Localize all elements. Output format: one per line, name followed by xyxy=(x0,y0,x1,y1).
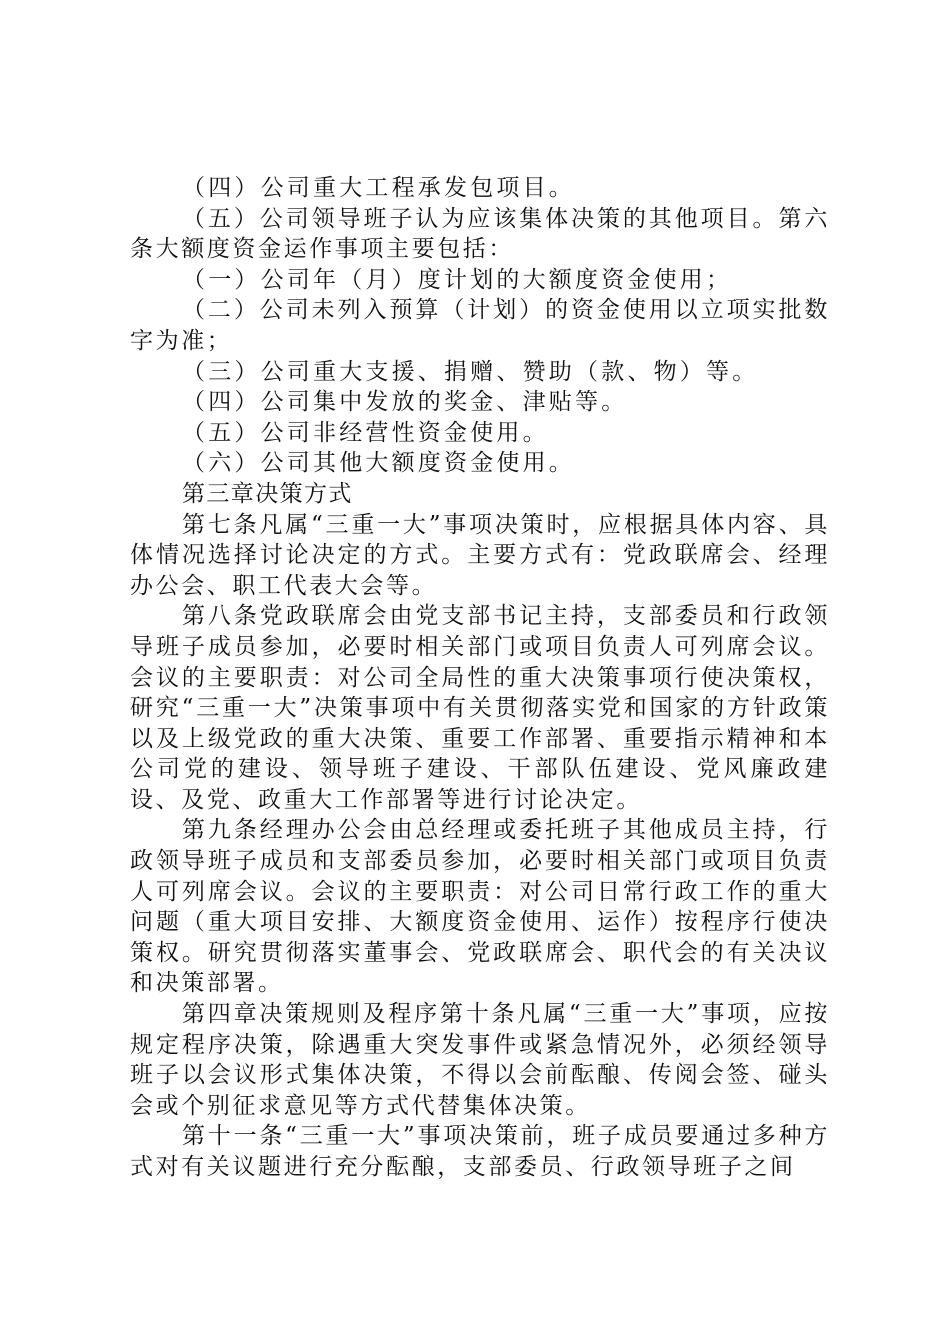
paragraph-funds-item-6: （六）公司其他大额度资金使用。 xyxy=(182,450,575,477)
paragraph-chapter-4-article-10: 第四章决策规则及程序第十条凡属“三重一大”事项，应按规定程序决策，除遇重大突发事件或紧急情况外，必须经领导班子以会议形式集体决策，不得以会前酝酿、传阅会签、碰头会或个别征求意见等方式代替集体决策。 xyxy=(130,1001,830,1119)
paragraph-item-4-projects: （四）公司重大工程承发包项目。 xyxy=(182,175,575,201)
paragraph-funds-item-2: （二）公司未列入预算（计划）的资金使用以立项实批数字为准； xyxy=(130,297,830,354)
chapter-3-heading: 第三章决策方式 xyxy=(182,480,353,507)
paragraph-article-11: 第十一条“三重一大”事项决策前，班子成员要通过多种方式对有关议题进行充分酝酿，支部委员、行政领导班子之间 xyxy=(130,1123,830,1180)
paragraph-item-5-other-projects: （五）公司领导班子认为应该集体决策的其他项目。第六条大额度资金运作事项主要包括： xyxy=(130,205,830,263)
paragraph-funds-item-4: （四）公司集中发放的奖金、津贴等。 xyxy=(182,389,628,416)
paragraph-article-8: 第八条党政联席会由党支部书记主持，支部委员和行政领导班子成员参加，必要时相关部门或项目负责人可列席会议。会议的主要职责：对公司全局性的重大决策事项行使决策权，研究“三重一大”决策事项中有关贯彻落实党和国家的方针政策以及上级党政的重大决策、重要工作部署、重要指示精神和本公司党的建设、领导班子建设、干部队伍建设、党风廉政建设、及党、政重大工作部署等进行讨论决定。 xyxy=(130,603,830,813)
paragraph-funds-item-3: （三）公司重大支援、捐赠、赞助（款、物）等。 xyxy=(182,358,759,385)
document-body xyxy=(130,173,830,1183)
paragraph-article-7: 第七条凡属“三重一大”事项决策时，应根据具体内容、具体情况选择讨论决定的方式。主要方式有：党政联席会、经理办公会、职工代表大会等。 xyxy=(130,511,830,599)
paragraph-funds-item-5: （五）公司非经营性资金使用。 xyxy=(182,419,549,446)
paragraph-funds-item-1: （一）公司年（月）度计划的大额度资金使用； xyxy=(182,266,733,293)
paragraph-article-9: 第九条经理办公会由总经理或委托班子其他成员主持，行政领导班子成员和支部委员参加，必要时相关部门或项目负责人可列席会议。会议的主要职责：对公司日常行政工作的重大问题（重大项目安排、大额度资金使用、运作）按程序行使决策权。研究贯彻落实董事会、党政联席会、职代会的有关决议和决策部署。 xyxy=(130,817,830,997)
